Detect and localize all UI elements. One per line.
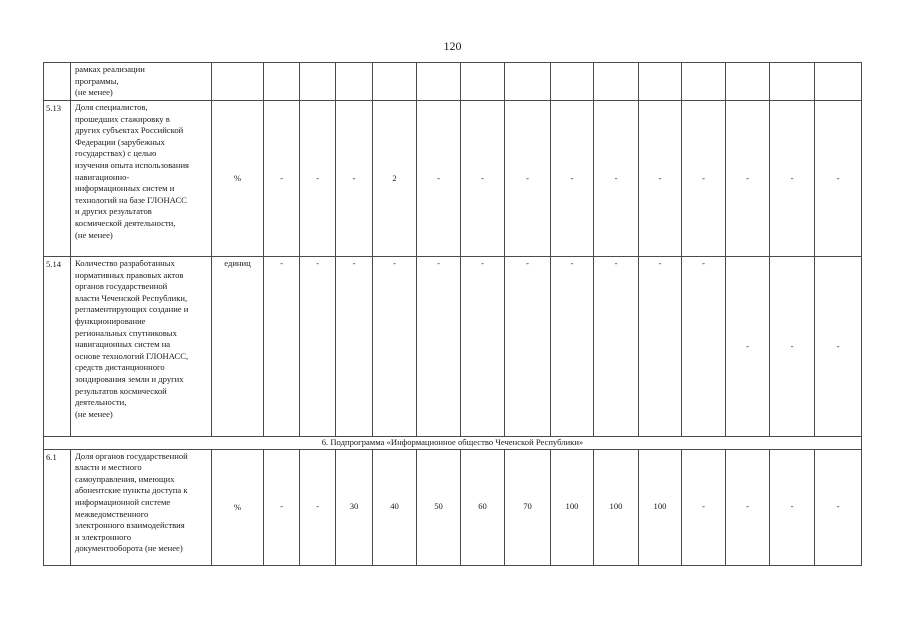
value-cell: 50 xyxy=(417,449,461,565)
value-cell xyxy=(264,63,300,101)
row-number: 5.13 xyxy=(44,101,71,257)
value-cell: 2 xyxy=(373,101,417,257)
table-row xyxy=(44,257,862,437)
value-cell: 100 xyxy=(551,449,594,565)
value-cell xyxy=(682,63,726,101)
value-cell: - xyxy=(682,257,726,437)
value-cell: - xyxy=(264,449,300,565)
value-cell xyxy=(461,63,505,101)
value-cell: 30 xyxy=(336,449,373,565)
value-cell xyxy=(594,63,639,101)
value-cell: - xyxy=(770,257,815,437)
value-cell: - xyxy=(373,257,417,437)
table-row xyxy=(44,101,862,257)
value-cell xyxy=(373,63,417,101)
table-row xyxy=(44,63,862,101)
value-cell: - xyxy=(461,257,505,437)
value-cell: - xyxy=(726,101,770,257)
indicator-name: Доля специалистов, прошедших стажировку в других субъектах Российской Федерации (зарубежных государствах) с целью изучения опыта использования навигационно- информационных систем и технологий на базе ГЛОНАСС и других результатов космической деятельности, (не менее) xyxy=(71,101,212,257)
unit-cell: % xyxy=(212,101,264,257)
value-cell: - xyxy=(639,257,682,437)
value-cell: - xyxy=(461,101,505,257)
value-cell xyxy=(505,63,551,101)
indicator-name: рамках реализации программы, (не менее) xyxy=(71,63,212,101)
unit-cell: % xyxy=(212,449,264,565)
value-cell: - xyxy=(815,257,862,437)
value-cell: - xyxy=(815,449,862,565)
unit-cell: единиц xyxy=(212,257,264,437)
value-cell: - xyxy=(417,101,461,257)
value-cell: - xyxy=(639,101,682,257)
value-cell xyxy=(726,63,770,101)
indicator-name: Количество разработанных нормативных правовых актов органов государственной власти Чеченской Республики, регламентирующих создание и функционирование региональных спутниковых навигационных систем на основе технологий ГЛОНАСС, средств дистанционного зондирования земли и других результатов космической деятельности, (не менее) xyxy=(71,257,212,437)
value-cell: 100 xyxy=(639,449,682,565)
value-cell: - xyxy=(336,101,373,257)
value-cell: - xyxy=(815,101,862,257)
value-cell: - xyxy=(551,101,594,257)
row-number xyxy=(44,63,71,101)
table-row xyxy=(44,449,862,565)
value-cell: - xyxy=(300,449,336,565)
value-cell: - xyxy=(682,449,726,565)
unit-cell xyxy=(212,63,264,101)
value-cell: - xyxy=(594,101,639,257)
value-cell: - xyxy=(417,257,461,437)
value-cell: - xyxy=(505,257,551,437)
value-cell: - xyxy=(264,257,300,437)
value-cell xyxy=(551,63,594,101)
value-cell: 40 xyxy=(373,449,417,565)
value-cell: - xyxy=(770,101,815,257)
value-cell xyxy=(770,63,815,101)
value-cell xyxy=(815,63,862,101)
value-cell: - xyxy=(551,257,594,437)
value-cell: - xyxy=(726,257,770,437)
value-cell: - xyxy=(336,257,373,437)
section-header: 6. Подпрограмма «Информационное общество Чеченской Республики» xyxy=(44,437,862,450)
value-cell xyxy=(417,63,461,101)
value-cell: - xyxy=(682,101,726,257)
section-header-row xyxy=(44,437,862,450)
row-number: 6.1 xyxy=(44,449,71,565)
value-cell xyxy=(639,63,682,101)
row-number: 5.14 xyxy=(44,257,71,437)
value-cell xyxy=(336,63,373,101)
value-cell: - xyxy=(726,449,770,565)
indicators-table xyxy=(43,62,862,566)
value-cell: 70 xyxy=(505,449,551,565)
indicator-name: Доля органов государственной власти и местного самоуправления, имеющих абонентские пункты доступа к информационной системе межведомственного электронного взаимодействия и электронного документооборота (не менее) xyxy=(71,449,212,565)
value-cell: - xyxy=(300,257,336,437)
value-cell: 60 xyxy=(461,449,505,565)
value-cell: - xyxy=(264,101,300,257)
page-number: 120 xyxy=(443,39,462,53)
value-cell: - xyxy=(300,101,336,257)
value-cell: 100 xyxy=(594,449,639,565)
value-cell: - xyxy=(770,449,815,565)
value-cell: - xyxy=(505,101,551,257)
value-cell: - xyxy=(594,257,639,437)
value-cell xyxy=(300,63,336,101)
